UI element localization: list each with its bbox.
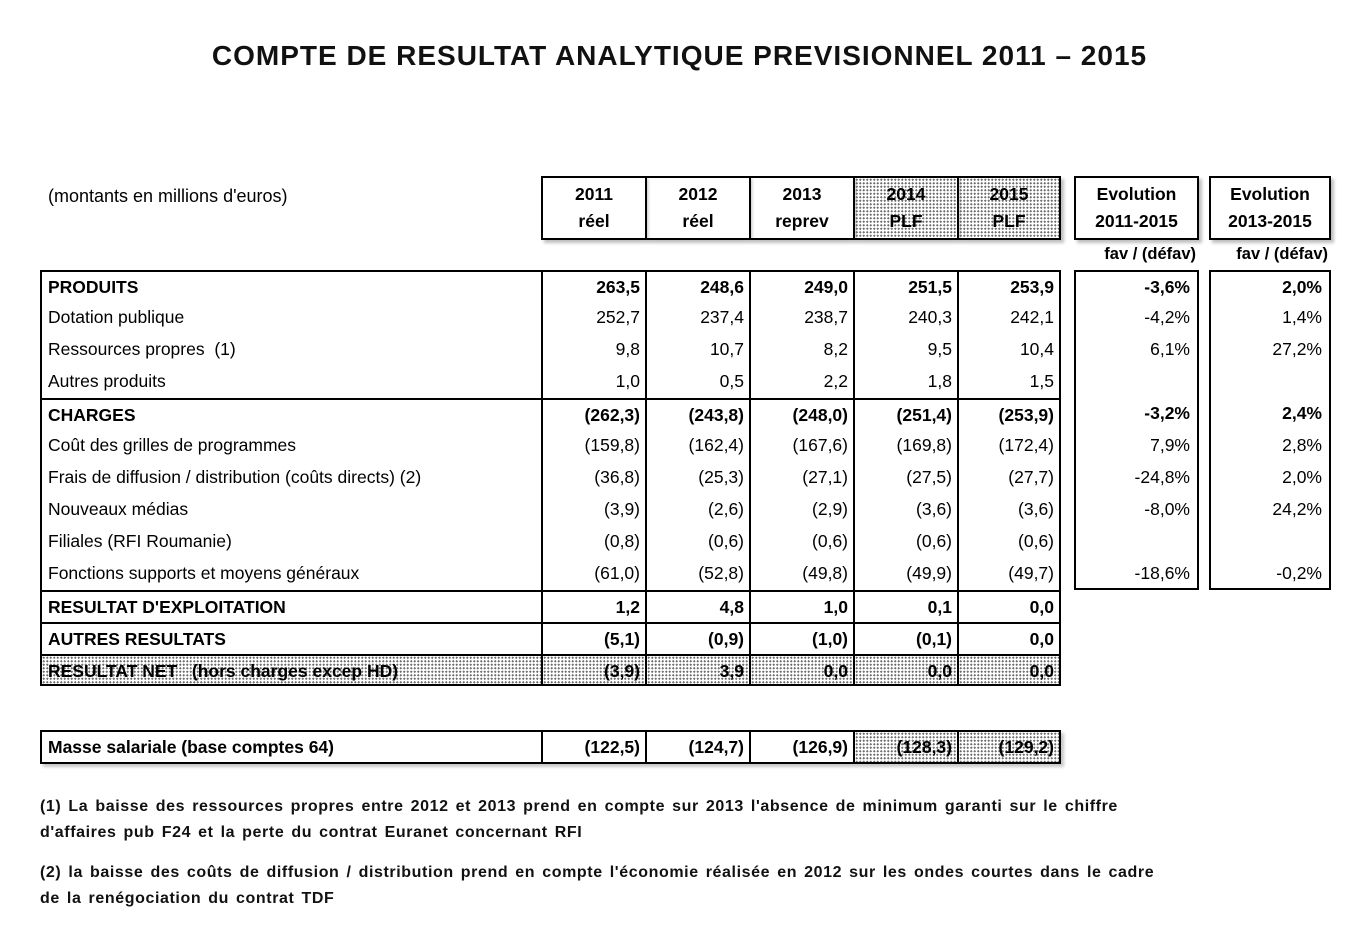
row-label: Autres produits — [40, 366, 541, 398]
spacer — [1061, 526, 1074, 558]
value-2015: 253,9 — [957, 270, 1061, 302]
evolution-value-2011-2015 — [1074, 366, 1199, 398]
evolution-title: Evolution — [1096, 184, 1177, 204]
spacer — [1199, 494, 1209, 526]
value-2011: (61,0) — [541, 558, 645, 590]
evolution-value-2013-2015: 2,4% — [1209, 398, 1331, 430]
value-2011: 263,5 — [541, 270, 645, 302]
footnote-2: (2) la baisse des coûts de diffusion / distribution prend en compte l'économie réalisée en 2012 sur les ondes courtes dans le cadre de la renégociation du contrat TDF — [40, 864, 1155, 907]
row-label: Filiales (RFI Roumanie) — [40, 526, 541, 558]
evolution-value-2013-2015 — [1209, 590, 1331, 622]
row-label: Dotation publique — [40, 302, 541, 334]
value-2014: 0,1 — [853, 590, 957, 622]
spacer — [1199, 302, 1209, 334]
evolution-value-2013-2015 — [1209, 526, 1331, 558]
value-2014: (251,4) — [853, 398, 957, 430]
value-2015: 242,1 — [957, 302, 1061, 334]
year-value: 2014 — [886, 184, 926, 204]
spacer — [1061, 176, 1074, 240]
spacer — [1199, 366, 1209, 398]
value-2012: (0,9) — [645, 622, 749, 654]
value-2012: (162,4) — [645, 430, 749, 462]
evolution-value-2013-2015 — [1209, 654, 1331, 686]
row-label: AUTRES RESULTATS — [40, 622, 541, 654]
value-2015: (49,7) — [957, 558, 1061, 590]
year-value: 2012 — [678, 184, 718, 204]
value-2013: (27,1) — [749, 462, 853, 494]
row-label: CHARGES — [40, 398, 541, 430]
spacer — [1199, 622, 1209, 654]
spacer — [1061, 558, 1074, 590]
value-2013: 238,7 — [749, 302, 853, 334]
value-2014: (3,6) — [853, 494, 957, 526]
year-type: reprev — [775, 211, 829, 231]
value-2014: 251,5 — [853, 270, 957, 302]
footnote-1: (1) La baisse des ressources propres entre 2012 et 2013 prend en compte sur 2013 l'absence de minimum garanti sur le chiffre d'affaires pub F24 et la perte du contrat Euranet concernant RFI — [40, 798, 1118, 841]
table-row-7 — [40, 494, 1359, 526]
row-label: Frais de diffusion / distribution (coûts directs) (2) — [40, 462, 541, 494]
value-2012: 0,5 — [645, 366, 749, 398]
value-2011: (36,8) — [541, 462, 645, 494]
masse-salariale-label: Masse salariale (base comptes 64) — [40, 730, 541, 764]
spacer — [1199, 430, 1209, 462]
year-header-2015 — [957, 176, 1061, 240]
value-2015: 0,0 — [957, 622, 1061, 654]
value-2012: (243,8) — [645, 398, 749, 430]
year-type: PLF — [889, 211, 923, 231]
spacer — [1061, 494, 1074, 526]
value-2012: 10,7 — [645, 334, 749, 366]
value-2014: 0,0 — [853, 654, 957, 686]
spacer — [1061, 366, 1074, 398]
evolution-value-2011-2015: -4,2% — [1074, 302, 1199, 334]
masse-value-2013: (126,9) — [749, 730, 853, 764]
row-label: RESULTAT NET (hors charges excep HD) — [40, 654, 541, 686]
spacer — [1199, 526, 1209, 558]
table-row-10 — [40, 590, 1359, 622]
spacer — [1061, 654, 1074, 686]
row-label: Ressources propres (1) — [40, 334, 541, 366]
evolution-title: Evolution — [1230, 184, 1310, 204]
value-2013: (0,6) — [749, 526, 853, 558]
evolution-value-2011-2015 — [1074, 526, 1199, 558]
table-row-6 — [40, 462, 1359, 494]
fav-defav-label-2013-2015: fav / (défav) — [1236, 245, 1328, 263]
row-label: Fonctions supports et moyens généraux — [40, 558, 541, 590]
evolution-value-2011-2015: -18,6% — [1074, 558, 1199, 590]
year-value: 2013 — [782, 184, 822, 204]
evolution-value-2011-2015: -3,6% — [1074, 270, 1199, 302]
evolution-value-2011-2015 — [1074, 622, 1199, 654]
table-row-9 — [40, 558, 1359, 590]
value-2014: 240,3 — [853, 302, 957, 334]
value-2011: 252,7 — [541, 302, 645, 334]
table-row-3 — [40, 366, 1359, 398]
evolution-value-2011-2015 — [1074, 654, 1199, 686]
value-2015: (172,4) — [957, 430, 1061, 462]
spacer — [1199, 398, 1209, 430]
value-2015: (0,6) — [957, 526, 1061, 558]
value-2013: (248,0) — [749, 398, 853, 430]
page-title: COMPTE DE RESULTAT ANALYTIQUE PREVISIONNEL 2011 – 2015 — [211, 40, 1148, 71]
value-2013: 249,0 — [749, 270, 853, 302]
value-2015: 1,5 — [957, 366, 1061, 398]
value-2013: 1,0 — [749, 590, 853, 622]
table-row-0 — [40, 270, 1359, 302]
evolution-period: 2013-2015 — [1228, 211, 1312, 231]
spacer — [1199, 176, 1209, 240]
masse-value-2015: (129,2) — [957, 730, 1061, 764]
masse-value-2011: (122,5) — [541, 730, 645, 764]
value-2011: 1,2 — [541, 590, 645, 622]
value-2014: (49,9) — [853, 558, 957, 590]
evolution-value-2013-2015: 1,4% — [1209, 302, 1331, 334]
masse-value-2012: (124,7) — [645, 730, 749, 764]
value-2015: 0,0 — [957, 590, 1061, 622]
evolution-value-2011-2015: -3,2% — [1074, 398, 1199, 430]
row-label: PRODUITS — [40, 270, 541, 302]
value-2012: 248,6 — [645, 270, 749, 302]
spacer — [1199, 270, 1209, 302]
units-label: (montants en millions d'euros) — [48, 186, 288, 206]
spacer — [1199, 654, 1209, 686]
value-2015: (3,6) — [957, 494, 1061, 526]
value-2015: (253,9) — [957, 398, 1061, 430]
value-2014: 1,8 — [853, 366, 957, 398]
row-label: RESULTAT D'EXPLOITATION — [40, 590, 541, 622]
evolution-value-2013-2015: 27,2% — [1209, 334, 1331, 366]
row-label: Coût des grilles de programmes — [40, 430, 541, 462]
value-2012: 3,9 — [645, 654, 749, 686]
evolution-header-2011-2015 — [1074, 176, 1199, 240]
value-2012: (52,8) — [645, 558, 749, 590]
value-2013: (49,8) — [749, 558, 853, 590]
value-2012: (0,6) — [645, 526, 749, 558]
value-2013: 2,2 — [749, 366, 853, 398]
spacer — [1199, 334, 1209, 366]
value-2014: (0,6) — [853, 526, 957, 558]
year-header-2011 — [541, 176, 645, 240]
row-label: Nouveaux médias — [40, 494, 541, 526]
spacer — [1061, 334, 1074, 366]
masse-salariale-row — [40, 730, 1061, 764]
spacer — [1061, 430, 1074, 462]
value-2012: 237,4 — [645, 302, 749, 334]
spacer — [1061, 302, 1074, 334]
spacer — [1199, 590, 1209, 622]
year-header-2012 — [645, 176, 749, 240]
year-type: réel — [578, 211, 610, 231]
value-2013: (167,6) — [749, 430, 853, 462]
table-body — [40, 270, 1359, 686]
year-type: PLF — [992, 211, 1026, 231]
table-row-8 — [40, 526, 1359, 558]
year-value: 2015 — [989, 184, 1029, 204]
evolution-value-2011-2015: 6,1% — [1074, 334, 1199, 366]
year-value: 2011 — [575, 184, 613, 204]
evolution-header-2013-2015 — [1209, 176, 1331, 240]
evolution-value-2013-2015: 2,0% — [1209, 462, 1331, 494]
evolution-value-2013-2015: 2,8% — [1209, 430, 1331, 462]
evolution-value-2013-2015 — [1209, 622, 1331, 654]
evolution-value-2013-2015: -0,2% — [1209, 558, 1331, 590]
table-row-4 — [40, 398, 1359, 430]
year-type: réel — [682, 211, 714, 231]
value-2013: (2,9) — [749, 494, 853, 526]
spacer — [1061, 398, 1074, 430]
table-row-11 — [40, 622, 1359, 654]
footnotes — [40, 794, 1180, 912]
value-2014: 9,5 — [853, 334, 957, 366]
value-2012: (2,6) — [645, 494, 749, 526]
evolution-value-2011-2015: 7,9% — [1074, 430, 1199, 462]
value-2015: 0,0 — [957, 654, 1061, 686]
evolution-value-2013-2015: 2,0% — [1209, 270, 1331, 302]
value-2013: 0,0 — [749, 654, 853, 686]
table-row-1 — [40, 302, 1359, 334]
evolution-value-2011-2015: -24,8% — [1074, 462, 1199, 494]
table-row-2 — [40, 334, 1359, 366]
spacer — [1061, 590, 1074, 622]
evolution-period: 2011-2015 — [1095, 211, 1178, 231]
spacer — [1061, 462, 1074, 494]
value-2013: (1,0) — [749, 622, 853, 654]
spacer — [1061, 270, 1074, 302]
value-2011: (5,1) — [541, 622, 645, 654]
masse-value-2014: (128,3) — [853, 730, 957, 764]
spacer — [1061, 622, 1074, 654]
spacer — [1199, 558, 1209, 590]
value-2011: (3,9) — [541, 654, 645, 686]
value-2011: (159,8) — [541, 430, 645, 462]
value-2014: (169,8) — [853, 430, 957, 462]
fav-defav-label-2011-2015: fav / (défav) — [1104, 245, 1196, 263]
value-2014: (0,1) — [853, 622, 957, 654]
value-2011: (3,9) — [541, 494, 645, 526]
value-2015: 10,4 — [957, 334, 1061, 366]
year-header-2013 — [749, 176, 853, 240]
evolution-value-2011-2015 — [1074, 590, 1199, 622]
spacer — [1199, 462, 1209, 494]
table-row-12 — [40, 654, 1359, 686]
table-header-row — [40, 176, 1359, 240]
value-2012: 4,8 — [645, 590, 749, 622]
table-row-5 — [40, 430, 1359, 462]
value-2014: (27,5) — [853, 462, 957, 494]
value-2011: 1,0 — [541, 366, 645, 398]
value-2013: 8,2 — [749, 334, 853, 366]
value-2011: (0,8) — [541, 526, 645, 558]
evolution-value-2011-2015: -8,0% — [1074, 494, 1199, 526]
value-2012: (25,3) — [645, 462, 749, 494]
evolution-value-2013-2015: 24,2% — [1209, 494, 1331, 526]
value-2015: (27,7) — [957, 462, 1061, 494]
value-2011: 9,8 — [541, 334, 645, 366]
year-header-2014 — [853, 176, 957, 240]
fav-defav-row — [40, 240, 1359, 270]
value-2011: (262,3) — [541, 398, 645, 430]
evolution-value-2013-2015 — [1209, 366, 1331, 398]
